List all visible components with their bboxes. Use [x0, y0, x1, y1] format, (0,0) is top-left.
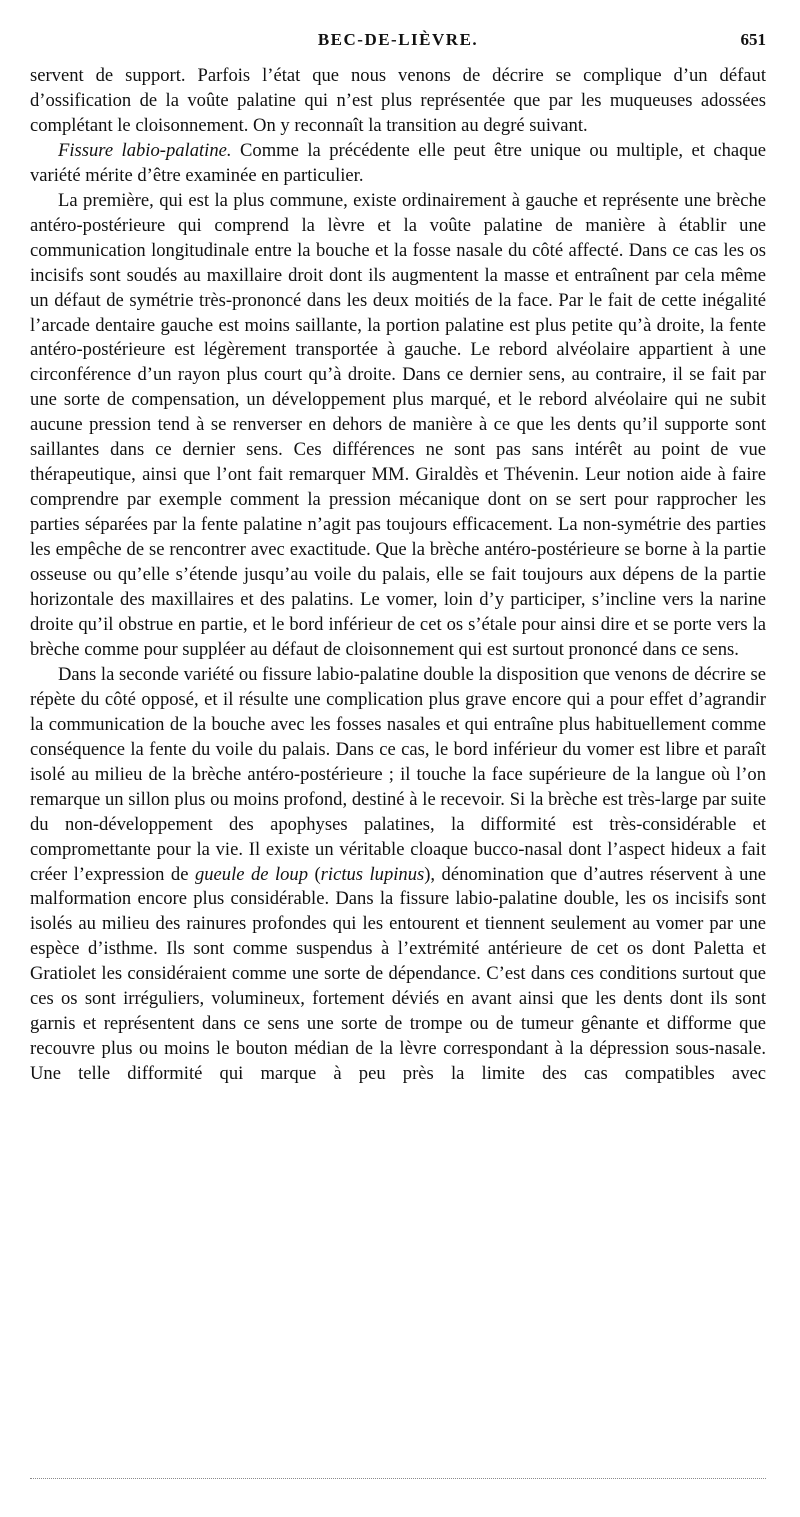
body-text [30, 64, 766, 1087]
paragraph-continuation: servent de support. Parfois l’état que nous venons de décrire se complique d’un défaut d’ossification de la voûte palatine qui n’est plus représentée que par les muqueuses adossées complétant le cloisonnement. On y reconnaît la transition au degré suivant. [30, 65, 766, 136]
paragraph-text: ( [308, 863, 321, 885]
page-header [30, 30, 766, 64]
page-number: 651 [740, 30, 766, 49]
book-page [30, 30, 766, 1087]
italic-term-gueule-de-loup: gueule de loup [194, 863, 309, 885]
paragraph-second-variety [30, 663, 766, 1087]
paragraph-fissure-intro [30, 139, 766, 189]
footer-dotted-rule [30, 1478, 766, 1479]
paragraph-text: Dans la seconde variété ou fissure labio-palatine double la disposition que venons de décrire se répète du côté opposé, et il résulte une complication plus grave encore qui a pour effet d’agrandir la communication de la bouche avec les fosses nasales et qui entraîne plus habituellement comme conséquence la fente du voile du palais. Dans ce cas, le bord inférieur du vomer est libre et paraît isolé au milieu de la brèche antéro-postérieure ; il touche la face supérieure de la langue où l’on remarque un sillon plus ou moins profond, destiné à le recevoir. Si la brèche est très-large par suite du non-développement des apophyses palatines, la difformité est très-considérable et compromettante pour la vie. Il existe un véritable cloaque bucco-nasal dont l’aspect hideux a fait créer l’expression de [30, 663, 766, 885]
paragraph-text: Comme la précédente elle peut être unique ou multiple, et chaque variété mérite d’être examinée en particulier. [30, 139, 767, 186]
paragraph-text: ), dénomination que d’autres réservent à une malformation encore plus considérable. Dans la fissure labio-palatine double, les os incisifs sont isolés au milieu des rainures profondes qui les entourent et tiennent seulement au vomer par une espèce d’isthme. Ils sont comme suspendus à l’extrémité antérieure de cet os dont Paletta et Gratiolet les considéraient comme une sorte de dépendance. C’est dans ces conditions surtout que ces os sont irréguliers, volumineux, fortement déviés en avant ainsi que les dents dont ils sont garnis et représentent dans ce sens une sorte de trompe ou de tumeur gênante et difforme que recouvre plus ou moins le bouton médian de la lèvre correspondant à la dépression sous-nasale. Une telle difformité qui marque à peu près la limite des cas compatibles avec [30, 863, 766, 1085]
paragraph-first-variety: La première, qui est la plus commune, existe ordinairement à gauche et représente une brèche antéro-postérieure qui comprend la lèvre et la voûte palatine de manière à établir une communication longitudinale entre la bouche et la fosse nasale du côté affecté. Dans ce cas les os incisifs sont soudés au maxillaire droit dont ils augmentent la masse et entraînent par cela même un défaut de symétrie très-prononcé dans les deux moitiés de la face. Par le fait de cette inégalité l’arcade dentaire gauche est moins saillante, la portion palatine est plus petite qu’à droite, la fente antéro-postérieure est légèrement transportée à gauche. Le rebord alvéolaire appartient à une circonférence d’un rayon plus court qu’à droite. Dans ce dernier sens, au contraire, il se fait par une sorte de compensation, un développement plus marqué, et le rebord alvéolaire qui ne subit aucune pression tend à se renverser en dehors de manière à ce que les dents qu’il supporte sont saillantes dans ce dernier sens. Ces différences ne sont pas sans intérêt au point de vue thérapeutique, ainsi que l’ont fait remarquer MM. Giraldès et Thévenin. Leur notion aide à faire comprendre par exemple comment la pression mécanique dont on se sert pour rapprocher les parties séparées par la fente palatine n’agit pas toujours efficacement. La non-symétrie des parties les empêche de se rencontrer avec exactitude. Que la brèche antéro-postérieure se borne à la partie osseuse ou qu’elle s’étende jusqu’au voile du palais, elle se fait toujours aux dépens de la partie horizontale des maxillaires et des palatins. Le vomer, loin d’y participer, s’incline vers la narine droite qu’il obstrue en partie, et le bord inférieur de cet os s’étale pour ainsi dire et se porte vers la brèche comme pour suppléer au défaut de cloisonnement qui est surtout prononcé dans ce sens. [30, 189, 766, 660]
section-title-fissure-labio-palatine: Fissure labio-palatine. [58, 139, 232, 161]
italic-term-rictus-lupinus: rictus lupinus [320, 863, 425, 885]
running-title: BEC-DE-LIÈVRE. [317, 30, 479, 49]
